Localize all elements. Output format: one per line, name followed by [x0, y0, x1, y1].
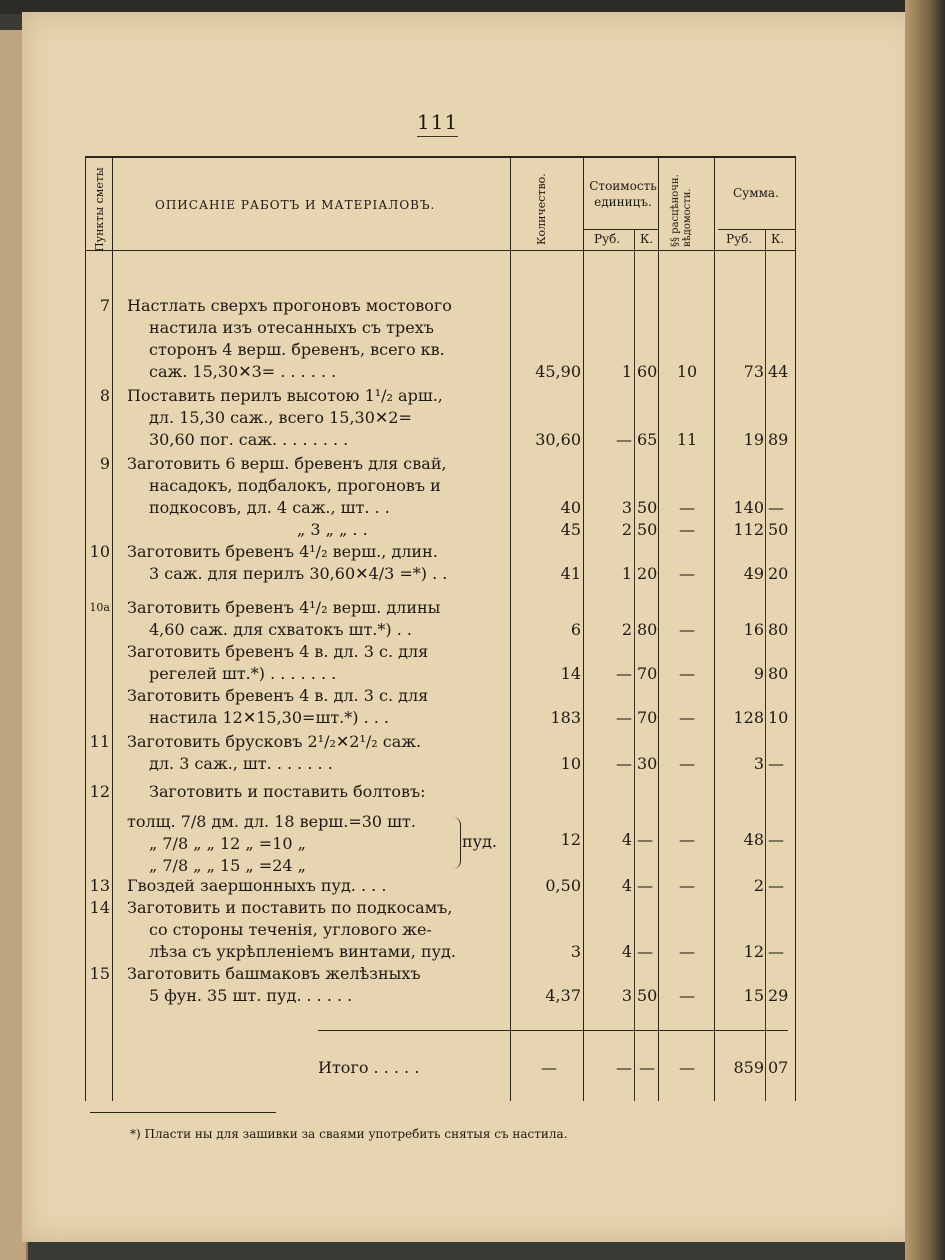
- row-unit-kop: 50: [637, 520, 658, 539]
- row-unit-rub: 4: [621, 830, 632, 849]
- header-unit-cost: Стоимость единицъ.: [589, 179, 657, 209]
- row-description-line: Заготовить брусковъ 2¹/₂✕2¹/₂ саж.: [127, 732, 422, 751]
- row-unit-rub: —: [616, 430, 632, 449]
- row-sum-kop: 50: [768, 520, 789, 539]
- row-unit-rub: —: [616, 708, 632, 727]
- row-sum-rub: 112: [733, 520, 764, 539]
- bolt-unit-note: пуд.: [462, 832, 498, 851]
- row-unit-kop: 70: [637, 664, 658, 683]
- row-unit-kop: 80: [637, 620, 658, 639]
- header-item: Пункты сметы: [93, 167, 106, 252]
- col-line-right: [795, 156, 796, 1101]
- bolt-brace: [452, 817, 461, 869]
- row-description-line: Заготовить 6 верш. бревенъ для свай,: [127, 454, 447, 473]
- row-quantity: 45: [560, 520, 581, 539]
- row-sum-kop: 80: [768, 620, 789, 639]
- row-sum-rub: 3: [753, 754, 764, 773]
- row-reference: 11: [676, 430, 698, 449]
- row-description-line: Заготовить бревенъ 4¹/₂ верш., длин.: [127, 542, 438, 561]
- row-description-line: Заготовить и поставить по подкосамъ,: [127, 898, 453, 917]
- row-unit-rub: 4: [621, 876, 632, 895]
- row-unit-kop: 60: [637, 362, 658, 381]
- row-sum-rub: 16: [743, 620, 764, 639]
- page-number: 111: [417, 110, 458, 137]
- row-unit-kop: 70: [637, 708, 658, 727]
- row-description-line: саж. 15,30✕3= . . . . . .: [149, 362, 337, 381]
- row-sum-kop: —: [768, 830, 784, 849]
- row-description-line: Поставить перилъ высотою 1¹/₂ арш.,: [127, 386, 443, 405]
- row-item-number: 10a: [89, 601, 110, 614]
- header-sum: Сумма.: [733, 186, 779, 200]
- col-line-qty: [583, 156, 584, 1101]
- row-sum-kop: —: [768, 876, 784, 895]
- row-quantity: 10: [560, 754, 581, 773]
- row-unit-rub: 1: [621, 362, 632, 381]
- row-sum-rub: 73: [743, 362, 764, 381]
- row-sum-rub: 12: [743, 942, 764, 961]
- row-quantity: 6: [570, 620, 581, 639]
- row-reference: —: [679, 620, 695, 639]
- row-item-number: 9: [99, 454, 110, 473]
- row-quantity: 41: [560, 564, 581, 583]
- row-description-line: 30,60 пог. саж. . . . . . . .: [149, 430, 349, 449]
- row-sum-rub: 128: [733, 708, 764, 727]
- row-sum-rub: 2: [753, 876, 764, 895]
- total-unit-kop: —: [639, 1058, 655, 1077]
- row-item-number: 7: [99, 296, 110, 315]
- header-bottom-rule: [85, 250, 795, 251]
- row-description-line: дл. 15,30 саж., всего 15,30✕2=: [149, 408, 412, 427]
- row-sum-kop: 80: [768, 664, 789, 683]
- row-description-line: регелей шт.*) . . . . . . .: [149, 664, 337, 683]
- row-description-line: 4,60 саж. для схватокъ шт.*) . .: [149, 620, 412, 639]
- row-item-number: 14: [89, 898, 110, 917]
- row-sum-rub: 15: [743, 986, 764, 1005]
- row-sum-kop: 89: [768, 430, 789, 449]
- total-unit-rub: —: [616, 1058, 632, 1077]
- total-sum-rub: 859: [733, 1058, 764, 1077]
- row-description-line: Гвоздей заершонныхъ пуд. . . .: [127, 876, 387, 895]
- row-item-number: 13: [89, 876, 110, 895]
- row-unit-rub: —: [616, 664, 632, 683]
- sum-subrule: [718, 229, 795, 230]
- header-unit-kop: К.: [640, 232, 654, 246]
- row-description-line: насадокъ, подбалокъ, прогоновъ и: [149, 476, 441, 495]
- row-description-line: Заготовить башмаковъ желѣзныхъ: [127, 964, 421, 983]
- row-description-line: настила изъ отесанныхъ съ трехъ: [149, 318, 434, 337]
- row-quantity: 14: [560, 664, 581, 683]
- row-quantity: 12: [560, 830, 581, 849]
- row-reference: —: [679, 942, 695, 961]
- row-unit-rub: 3: [621, 986, 632, 1005]
- row-description-line: 5 фун. 35 шт. пуд. . . . . .: [149, 986, 353, 1005]
- row-sum-kop: 44: [768, 362, 789, 381]
- row-reference: —: [679, 830, 695, 849]
- row-quantity: 30,60: [535, 430, 581, 449]
- row-item-number: 15: [89, 964, 110, 983]
- row-sum-rub: 48: [743, 830, 764, 849]
- total-rule: [318, 1030, 788, 1031]
- col-line-desc: [510, 156, 511, 1101]
- row-sum-rub: 140: [733, 498, 764, 517]
- row-item-number: 10: [89, 542, 110, 561]
- row-sum-kop: 10: [768, 708, 789, 727]
- unit-cost-subrule: [583, 229, 658, 230]
- row-description-line: лѣза съ укрѣпленіемъ винтами, пуд.: [149, 942, 456, 961]
- row-unit-kop: —: [637, 942, 653, 961]
- footnote: *) Пласти ны для зашивки за сваями употребить снятыя съ настила.: [130, 1127, 568, 1141]
- row-sum-kop: —: [768, 498, 784, 517]
- row-sum-kop: —: [768, 942, 784, 961]
- row-reference: —: [679, 564, 695, 583]
- row-quantity: 40: [560, 498, 581, 517]
- row-unit-kop: —: [637, 876, 653, 895]
- row-reference: —: [679, 754, 695, 773]
- row-quantity: 45,90: [535, 362, 581, 381]
- row-description-line: Заготовить и поставить болтовъ:: [149, 782, 426, 801]
- row-sum-kop: 29: [768, 986, 789, 1005]
- row-reference: —: [679, 986, 695, 1005]
- row-sum-rub: 9: [753, 664, 764, 683]
- row-reference: —: [679, 664, 695, 683]
- row-description-line: Заготовить бревенъ 4 в. дл. 3 с. для: [127, 642, 429, 661]
- row-description-line: подкосовъ, дл. 4 саж., шт. . .: [149, 498, 390, 517]
- col-line-item: [112, 156, 113, 1101]
- row-unit-kop: 30: [637, 754, 658, 773]
- row-quantity: 3: [570, 942, 581, 961]
- row-item-number: 12: [89, 782, 110, 801]
- header-description: ОПИСАНІЕ РАБОТЪ И МАТЕРІАЛОВЪ.: [155, 198, 436, 212]
- row-reference: —: [679, 520, 695, 539]
- row-unit-rub: —: [616, 754, 632, 773]
- col-line-unit-rub: [634, 229, 635, 1101]
- row-reference: —: [679, 498, 695, 517]
- row-item-number: 8: [99, 386, 110, 405]
- row-description-line: Заготовить бревенъ 4 в. дл. 3 с. для: [127, 686, 429, 705]
- total-sum-kop: 07: [768, 1058, 789, 1077]
- row-description-line: Заготовить бревенъ 4¹/₂ верш. длины: [127, 598, 441, 617]
- col-line-left: [85, 156, 86, 1101]
- header-unit-rub: Руб.: [594, 232, 621, 246]
- row-quantity: 4,37: [545, 986, 581, 1005]
- row-quantity: 0,50: [545, 876, 581, 895]
- row-unit-rub: 2: [621, 620, 632, 639]
- total-label: Итого . . . . .: [318, 1058, 420, 1077]
- row-sum-kop: 20: [768, 564, 789, 583]
- row-description-line: сторонъ 4 верш. бревенъ, всего кв.: [149, 340, 445, 359]
- row-description-line: „ 7/8 „ „ 12 „ =10 „: [149, 834, 306, 853]
- header-sum-rub: Руб.: [726, 232, 753, 246]
- page-stack-edge: [905, 0, 945, 1260]
- header-sum-kop: К.: [771, 232, 785, 246]
- row-reference: —: [679, 876, 695, 895]
- row-unit-rub: 4: [621, 942, 632, 961]
- row-sum-rub: 49: [743, 564, 764, 583]
- footnote-rule: [90, 1112, 276, 1113]
- row-unit-kop: 65: [637, 430, 658, 449]
- row-reference: 10: [676, 362, 698, 381]
- row-unit-kop: 50: [637, 498, 658, 517]
- row-description-line: Настлать сверхъ прогоновъ мостового: [127, 296, 452, 315]
- row-description-line: дл. 3 саж., шт. . . . . . .: [149, 754, 333, 773]
- row-unit-rub: 3: [621, 498, 632, 517]
- row-unit-kop: 50: [637, 986, 658, 1005]
- row-item-number: 11: [89, 732, 110, 751]
- row-unit-rub: 1: [621, 564, 632, 583]
- row-quantity: 183: [550, 708, 581, 727]
- row-reference: —: [679, 708, 695, 727]
- row-description-line: „ 3 „ „ . .: [297, 520, 368, 539]
- row-unit-kop: 20: [637, 564, 658, 583]
- row-description-line: 3 саж. для перилъ 30,60✕4/3 =*) . .: [149, 564, 448, 583]
- row-description-line: толщ. 7/8 дм. дл. 18 верш.=30 шт.: [127, 812, 416, 831]
- row-unit-rub: 2: [621, 520, 632, 539]
- col-line-sum-rub: [765, 229, 766, 1101]
- row-sum-rub: 19: [743, 430, 764, 449]
- col-line-ref: [714, 156, 715, 1101]
- header-reference: §§ расцѣночн. вѣдомости.: [670, 174, 693, 247]
- row-description-line: со стороны теченія, углового же-: [149, 920, 432, 939]
- row-description-line: настила 12✕15,30=шт.*) . . .: [149, 708, 390, 727]
- header-quantity: Количество.: [535, 173, 548, 245]
- row-unit-kop: —: [637, 830, 653, 849]
- total-ref: —: [679, 1058, 695, 1077]
- row-description-line: „ 7/8 „ „ 15 „ =24 „: [149, 856, 306, 875]
- total-qty: —: [541, 1058, 557, 1077]
- row-sum-kop: —: [768, 754, 784, 773]
